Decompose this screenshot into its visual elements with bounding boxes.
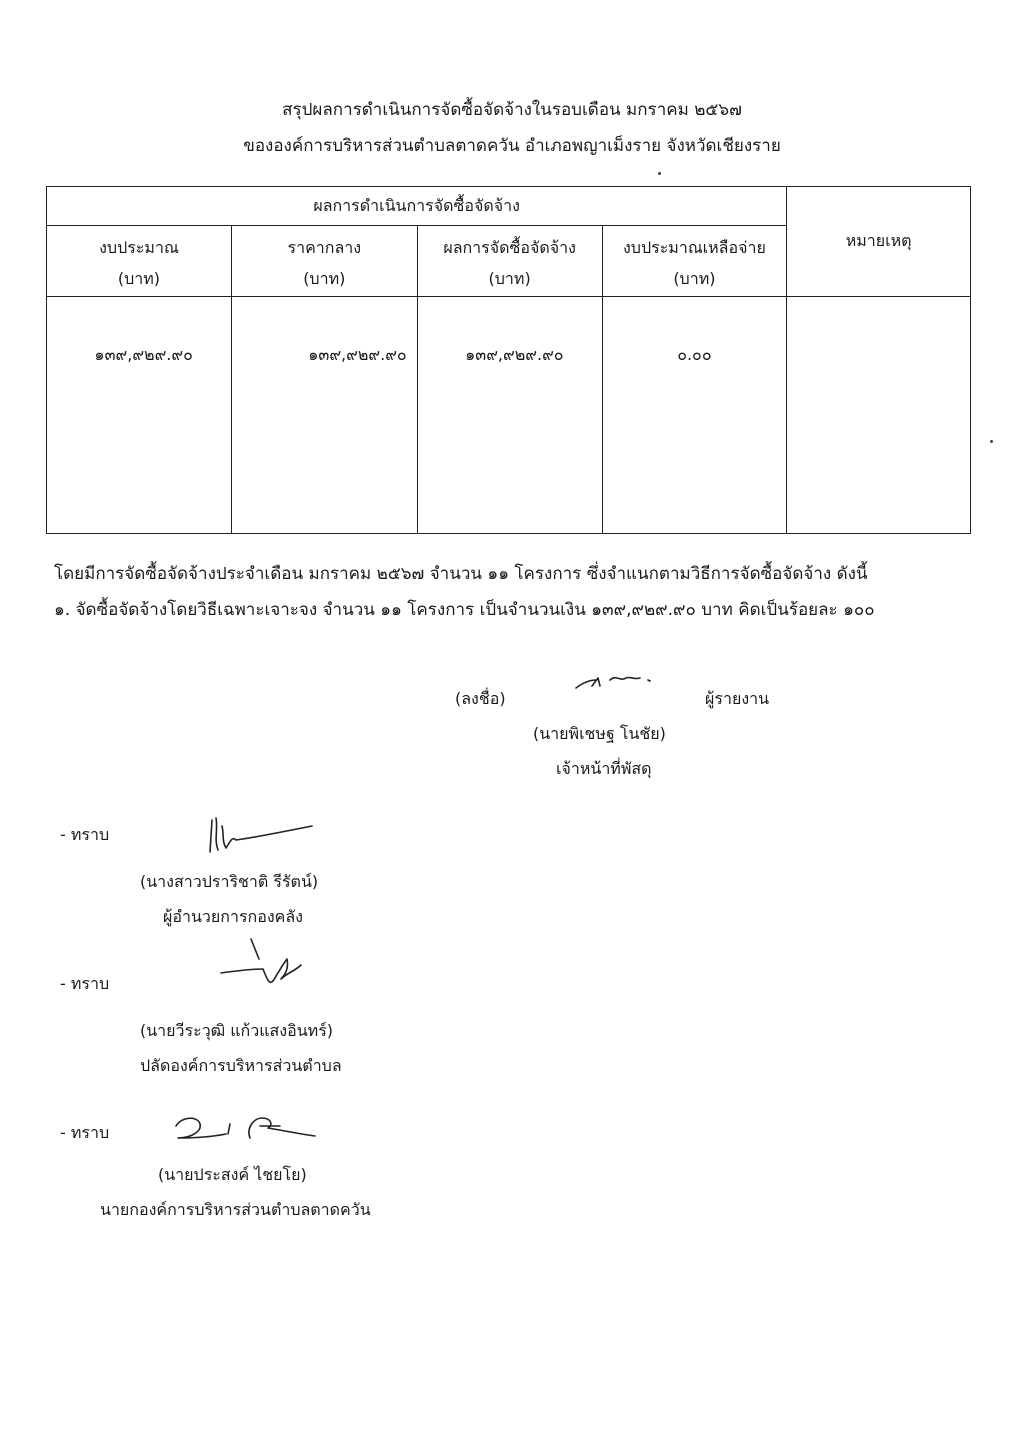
sign-label: (ลงชื่อ) [455,689,506,708]
ack-name-3: (นายประสงค์ ไชยโย) [158,1165,307,1184]
scan-speck [658,172,661,175]
document-title: สรุปผลการดำเนินการจัดซื้อจัดจ้างในรอบเดือน มกราคม ๒๕๖๗ [282,100,742,120]
table-group-header: ผลการดำเนินการจัดซื้อจัดจ้าง [47,187,787,226]
ack-position-1: ผู้อำนวยการกองคลัง [163,907,303,926]
remark-header: หมายเหตุ [787,187,971,297]
column-header-median-price: ราคากลาง (บาท) [231,226,417,297]
reporter-name: (นายพิเชษฐ โนชัย) [533,724,666,743]
signature-finance-director [202,812,322,862]
column-header-budget: งบประมาณ (บาท) [47,226,232,297]
cell-median-price: ๑๓๙,๙๒๙.๙๐ [231,297,417,534]
ack-name-2: (นายวีระวุฒิ แก้วแสงอินทร์) [140,1021,334,1040]
reporter-role: ผู้รายงาน [705,689,770,708]
cell-remark [787,297,971,534]
scan-speck [990,440,993,443]
ack-label-3: - ทราบ [60,1123,110,1142]
reporter-signature [570,668,660,698]
signature-deputy-chief [215,935,315,995]
ack-position-3: นายกองค์การบริหารส่วนตำบลตาดควัน [100,1200,371,1219]
document-subtitle: ขององค์การบริหารส่วนตำบลตาดควัน อำเภอพญาเม็งราย จังหวัดเชียงราย [243,136,781,156]
cell-procurement-result: ๑๓๙,๙๒๙.๙๐ [417,297,602,534]
cell-budget: ๑๓๙,๙๒๙.๙๐ [47,297,232,534]
ack-name-1: (นางสาวปราริชาติ รีรัตน์) [140,872,319,891]
ack-label-2: - ทราบ [60,974,110,993]
column-header-procurement-result: ผลการจัดซื้อจัดจ้าง (บาท) [417,226,602,297]
table-row [47,297,971,534]
cell-remaining-budget: ๐.๐๐ [602,297,787,534]
summary-line-2: ๑. จัดซื้อจัดจ้างโดยวิธีเฉพาะเจาะจง จำนวน ๑๑ โครงการ เป็นจำนวนเงิน ๑๓๙,๙๒๙.๙๐ บาท คิดเป็นร้อยละ ๑๐๐ [54,600,875,620]
procurement-summary-table [46,186,971,534]
ack-position-2: ปลัดองค์การบริหารส่วนตำบล [140,1056,342,1075]
column-header-remaining-budget: งบประมาณเหลือจ่าย (บาท) [602,226,787,297]
summary-line-1: โดยมีการจัดซื้อจัดจ้างประจำเดือน มกราคม ๒๕๖๗ จำนวน ๑๑ โครงการ ซึ่งจำแนกตามวิธีการจัดซื้อจัดจ้าง ดังนี้ [54,564,868,584]
signature-chief-executive [170,1104,320,1148]
ack-label-1: - ทราบ [60,825,110,844]
reporter-position: เจ้าหน้าที่พัสดุ [556,759,652,778]
